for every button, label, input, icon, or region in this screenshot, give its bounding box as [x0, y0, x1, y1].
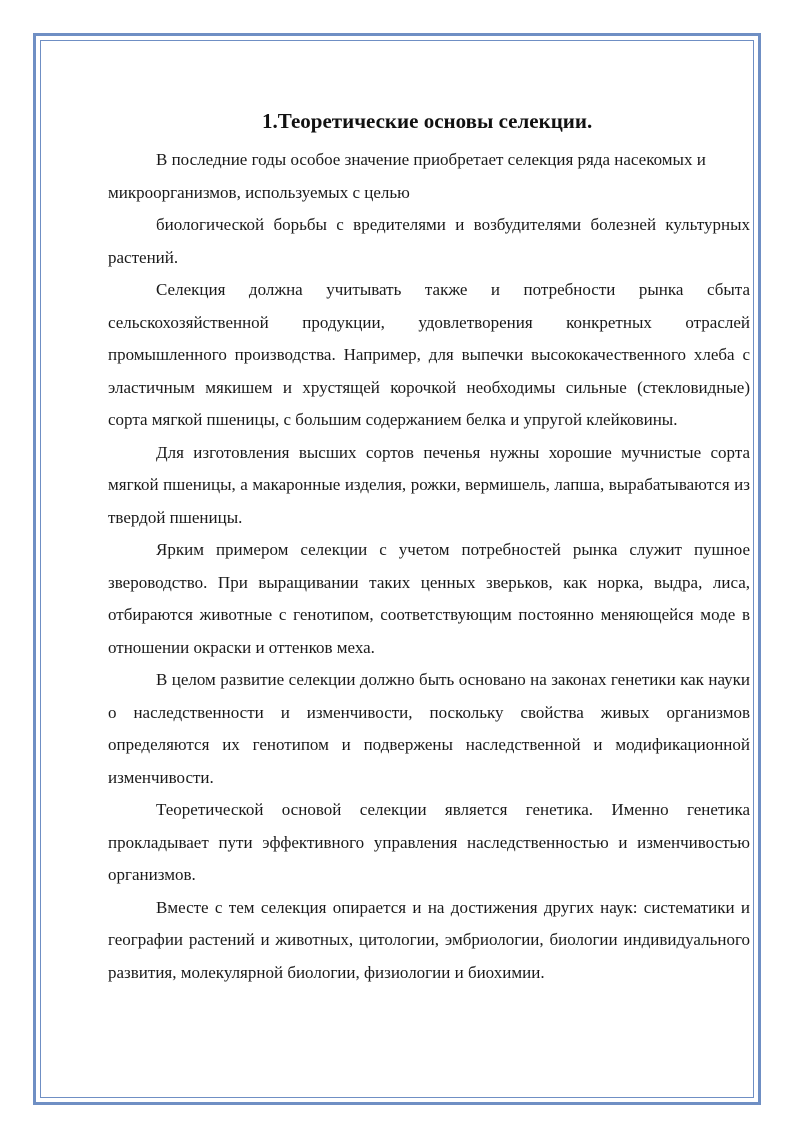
paragraph-2: биологической борьбы с вредителями и возбудителями болезней культурных растений.	[108, 215, 750, 267]
paragraph-4: Для изготовления высших сортов печенья нужны хорошие мучнистые сорта мягкой пшеницы, а макаронные изделия, рожки, вермишель, лапша, вырабатываются из твердой пшеницы.	[108, 442, 750, 527]
paragraph-7: Теоретической основой селекции является генетика. Именно генетика прокладывает пути эффективного управления наследственностью и изменчивостью организмов.	[108, 800, 750, 884]
section-title: 1.Теоретические основы селекции.	[262, 109, 593, 133]
document-body	[108, 104, 750, 989]
paragraph-1: В последние годы особое значение приобретает селекция ряда насекомых и микроорганизмов, используемых с целью	[108, 150, 706, 202]
paragraph-5: Ярким примером селекции с учетом потребностей рынка служит пушное звероводство. При выращивании таких ценных зверьков, как норка, выдра, лиса, отбираются животные с генотипом, соответствующим постоянно меняющейся моде в отношении окраски и оттенков меха.	[108, 540, 750, 657]
paragraph-6: В целом развитие селекции должно быть основано на законах генетики как науки о наследственности и изменчивости, поскольку свойства живых организмов определяются их генотипом и подвержены наследственной и модификационной изменчивости.	[108, 670, 750, 787]
paragraph-8: Вместе с тем селекция опирается и на достижения других наук: систематики и географии растений и животных, цитологии, эмбриологии, биологии индивидуального развития, молекулярной биологии, физиологии и биохимии.	[108, 897, 750, 982]
paragraph-3: Селекция должна учитывать также и потребности рынка сбыта сельскохозяйственной продукции, удовлетворения конкретных отраслей промышленного производства. Например, для выпечки высококачественного хлеба с эластичным мякишем и хрустящей корочкой необходимы сильные (стекловидные) сорта мягкой пшеницы, с большим содержанием белка и упругой клейковины.	[108, 280, 750, 429]
